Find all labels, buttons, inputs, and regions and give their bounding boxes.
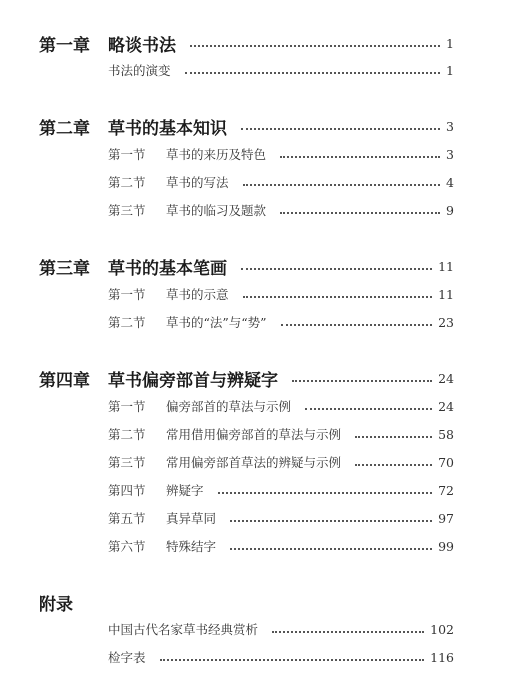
toc-section[interactable] [0, 171, 508, 193]
section-number: 第二节 [108, 175, 146, 190]
chapter-title: 草书偏旁部首与辨疑字 [108, 370, 278, 391]
chapter-number: 第四章 [39, 370, 90, 391]
toc-section[interactable] [0, 199, 508, 221]
page-number: 9 [446, 202, 454, 218]
dot-leader [243, 184, 441, 186]
page-number: 1 [446, 62, 454, 78]
toc-section[interactable] [0, 143, 508, 165]
section-title: 常用偏旁部首草法的辨疑与示例 [166, 455, 342, 470]
page-number: 23 [438, 314, 454, 330]
dot-leader [243, 296, 433, 298]
page-number: 58 [438, 426, 454, 442]
section-title: 草书的来历及特色 [166, 147, 267, 162]
page-number: 97 [438, 510, 454, 526]
page-number: 24 [438, 398, 454, 414]
section-title: 真异草同 [166, 511, 217, 526]
section-number: 第二节 [108, 427, 146, 442]
dot-leader [280, 156, 440, 158]
page-number: 11 [438, 286, 454, 302]
page-number: 11 [438, 258, 454, 274]
chapter-title: 草书的基本笔画 [108, 258, 227, 279]
dot-leader [160, 659, 425, 661]
page-number: 102 [430, 621, 454, 637]
appendix-title: 中国古代名家草书经典赏析 [108, 622, 259, 637]
section-number: 第五节 [108, 511, 146, 526]
section-title: 偏旁部首的草法与示例 [166, 399, 292, 414]
toc-section[interactable] [0, 311, 508, 333]
chapter-number: 第一章 [39, 35, 90, 56]
page-number: 72 [438, 482, 454, 498]
dot-leader [185, 72, 441, 74]
section-number: 第二节 [108, 315, 146, 330]
toc-chapter-2[interactable] [0, 115, 508, 137]
page-number: 4 [446, 174, 454, 190]
section-title: 特殊结字 [166, 539, 217, 554]
dot-leader [272, 631, 424, 633]
page-number: 116 [430, 649, 454, 665]
toc-chapter-3[interactable] [0, 255, 508, 277]
section-number: 第一节 [108, 287, 146, 302]
page-number: 3 [446, 146, 454, 162]
section-title: 草书的“法”与“势” [166, 315, 267, 330]
chapter-title: 略谈书法 [108, 35, 176, 56]
toc-section[interactable] [0, 283, 508, 305]
chapter-title: 草书的基本知识 [108, 118, 227, 139]
dot-leader [230, 548, 432, 550]
section-title: 辨疑字 [166, 483, 204, 498]
dot-leader [280, 212, 440, 214]
toc-section[interactable] [0, 535, 508, 557]
appendix-title: 检字表 [108, 650, 146, 665]
page-number: 24 [438, 370, 454, 386]
dot-leader [355, 464, 432, 466]
toc-section[interactable] [0, 451, 508, 473]
toc-appendix-item[interactable] [0, 646, 508, 668]
toc-chapter-1[interactable] [0, 32, 508, 54]
dot-leader [241, 128, 440, 130]
toc-chapter-4[interactable] [0, 367, 508, 389]
chapter-number: 第三章 [39, 258, 90, 279]
chapter-number: 第二章 [39, 118, 90, 139]
section-title: 草书的示意 [166, 287, 229, 302]
toc-appendix[interactable] [0, 591, 508, 613]
page-number: 99 [438, 538, 454, 554]
toc-section[interactable] [0, 479, 508, 501]
toc-section[interactable] [0, 395, 508, 417]
appendix-heading: 附录 [39, 594, 73, 615]
section-number: 第六节 [108, 539, 146, 554]
dot-leader [281, 324, 433, 326]
section-number: 第一节 [108, 399, 146, 414]
toc-section[interactable] [0, 423, 508, 445]
dot-leader [305, 408, 432, 410]
section-title: 常用借用偏旁部首的草法与示例 [166, 427, 342, 442]
section-number: 第三节 [108, 455, 146, 470]
section-number: 第三节 [108, 203, 146, 218]
toc-section[interactable] [0, 59, 508, 81]
section-title: 书法的演变 [108, 63, 171, 78]
dot-leader [292, 380, 432, 382]
section-title: 草书的临习及题款 [166, 203, 267, 218]
dot-leader [190, 45, 440, 47]
dot-leader [355, 436, 432, 438]
toc-appendix-item[interactable] [0, 618, 508, 640]
dot-leader [230, 520, 432, 522]
page-number: 1 [446, 35, 454, 51]
page-number: 70 [438, 454, 454, 470]
section-number: 第一节 [108, 147, 146, 162]
section-title: 草书的写法 [166, 175, 229, 190]
page-number: 3 [446, 118, 454, 134]
dot-leader [241, 268, 432, 270]
toc-section[interactable] [0, 507, 508, 529]
section-number: 第四节 [108, 483, 146, 498]
dot-leader [218, 492, 433, 494]
